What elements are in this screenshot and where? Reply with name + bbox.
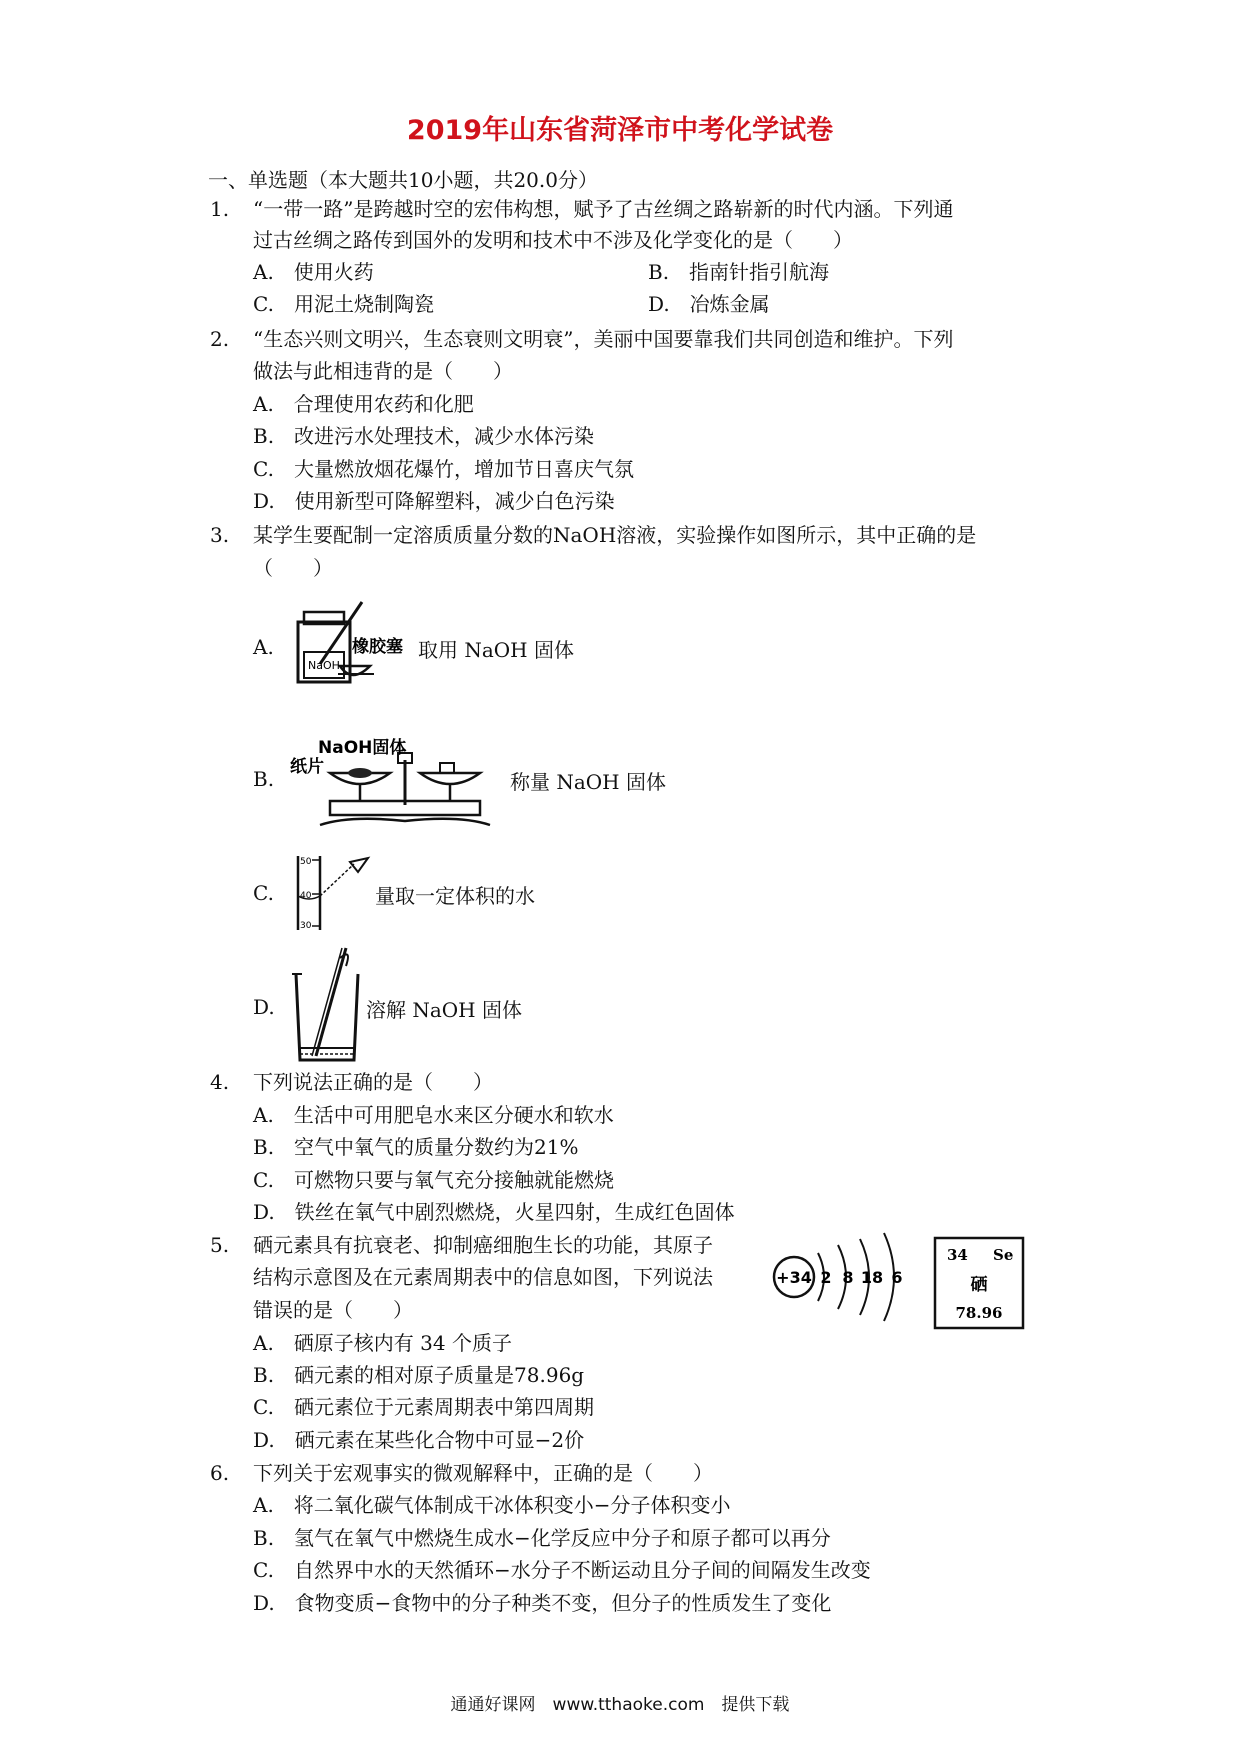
question-4-option-a: A. 生活中可用肥皂水来区分硬水和软水	[253, 1103, 614, 1127]
question-5-number: 5.	[210, 1233, 230, 1257]
paper-label: 纸片	[290, 757, 324, 777]
exam-title: 2019年山东省菏泽市中考化学试卷	[406, 115, 834, 146]
question-4-option-c: C. 可燃物只要与氧气充分接触就能燃烧	[253, 1168, 614, 1192]
figure-c-caption: 量取一定体积的水	[375, 884, 535, 908]
question-1-text-line: 过古丝绸之路传到国外的发明和技术中不涉及化学变化的是（ ）	[253, 228, 853, 252]
question-6-number: 6.	[210, 1461, 230, 1485]
question-3-option-c: C.	[253, 881, 274, 905]
question-6-option-a: A. 将二氧化碳气体制成干冰体积变小−分子体积变小	[253, 1493, 731, 1517]
question-5-option-a: A. 硒原子核内有 34 个质子	[253, 1331, 512, 1355]
tick-label: 40	[300, 891, 312, 901]
section-heading: 一、单选题（本大题共10小题，共20.0分）	[208, 168, 598, 192]
question-3-text-line: 某学生要配制一定溶质质量分数的NaOH溶液，实验操作如图所示，其中正确的是	[253, 523, 977, 547]
question-1-text-line: “一带一路”是跨越时空的宏伟构想，赋予了古丝绸之路崭新的时代内涵。下列通	[253, 197, 954, 221]
question-2-option-c: C. 大量燃放烟花爆竹，增加节日喜庆气氛	[253, 457, 634, 481]
question-2-option-b: B. 改进污水处理技术，减少水体污染	[253, 424, 595, 448]
measuring-cylinder-figure	[290, 852, 380, 932]
question-6-text-line: 下列关于宏观事实的微观解释中，正确的是（ ）	[253, 1461, 713, 1485]
nucleus-charge: +34	[776, 1268, 812, 1287]
question-3-number: 3.	[210, 523, 230, 547]
shell-electrons: 2	[820, 1268, 832, 1287]
question-2-text-line: 做法与此相违背的是（ ）	[253, 359, 513, 383]
question-6-option-b: B. 氢气在氧气中燃烧生成水−化学反应中分子和原子都可以再分	[253, 1526, 831, 1550]
question-2-text-line: “生态兴则文明兴，生态衰则文明衰”，美丽中国要靠我们共同创造和维护。下列	[253, 327, 954, 351]
question-1-option-d: D. 冶炼金属	[648, 292, 770, 316]
question-2-option-d: D. 使用新型可降解塑料，减少白色污染	[253, 489, 615, 513]
atomic-mass: 78.96	[955, 1304, 1003, 1322]
balance-figure	[290, 725, 510, 835]
question-4-option-b: B. 空气中氧气的质量分数约为21%	[253, 1135, 579, 1159]
shell-electrons: 8	[842, 1268, 854, 1287]
periodic-table-cell-selenium	[933, 1236, 1025, 1330]
question-2-number: 2.	[210, 327, 230, 351]
element-name: 硒	[970, 1275, 988, 1295]
question-1-number: 1.	[210, 197, 230, 221]
question-3-option-d: D.	[253, 995, 275, 1019]
element-symbol: Se	[993, 1246, 1014, 1264]
shell-electrons: 6	[891, 1268, 903, 1287]
page-footer: 通通好课网 www.tthaoke.com 提供下载	[450, 1695, 790, 1715]
figure-b-caption: 称量 NaOH 固体	[510, 770, 666, 794]
question-5-option-b: B. 硒元素的相对原子质量是78.96g	[253, 1363, 585, 1387]
question-6-option-c: C. 自然界中水的天然循环−水分子不断运动且分子间的间隔发生改变	[253, 1558, 871, 1582]
question-6-option-d: D. 食物变质−食物中的分子种类不变，但分子的性质发生了变化	[253, 1591, 832, 1615]
figure-d-caption: 溶解 NaOH 固体	[366, 998, 522, 1022]
tick-label: 30	[300, 921, 312, 931]
question-5-option-d: D. 硒元素在某些化合物中可显−2价	[253, 1428, 585, 1452]
question-1-option-c: C. 用泥土烧制陶瓷	[253, 292, 434, 316]
question-3-text-line: （ ）	[253, 556, 333, 580]
stopper-label: 橡胶塞	[352, 637, 403, 657]
solid-label: NaOH固体	[318, 738, 407, 758]
question-1-option-b: B. 指南针指引航海	[648, 260, 830, 284]
question-5-text-line: 结构示意图及在元素周期表中的信息如图，下列说法	[253, 1265, 713, 1289]
question-3-option-a: A.	[253, 635, 274, 659]
question-2-option-a: A. 合理使用农药和化肥	[253, 392, 474, 416]
selenium-atom-structure-diagram	[768, 1225, 918, 1325]
question-1-option-a: A. 使用火药	[253, 260, 374, 284]
question-4-option-d: D. 铁丝在氧气中剧烈燃烧，火星四射，生成红色固体	[253, 1200, 735, 1224]
atomic-number: 34	[947, 1246, 968, 1264]
figure-a-caption: 取用 NaOH 固体	[418, 638, 574, 662]
question-4-text-line: 下列说法正确的是（ ）	[253, 1070, 493, 1094]
reagent-bottle-figure	[290, 594, 420, 686]
question-3-option-b: B.	[253, 767, 275, 791]
question-5-text-line: 错误的是（ ）	[253, 1298, 413, 1322]
question-5-text-line: 硒元素具有抗衰老、抑制癌细胞生长的功能，其原子	[253, 1233, 713, 1257]
question-4-number: 4.	[210, 1070, 230, 1094]
shell-electrons: 18	[860, 1268, 884, 1287]
question-5-option-c: C. 硒元素位于元素周期表中第四周期	[253, 1395, 594, 1419]
tick-label: 50	[300, 857, 312, 867]
bottle-label: NaOH	[308, 659, 340, 672]
